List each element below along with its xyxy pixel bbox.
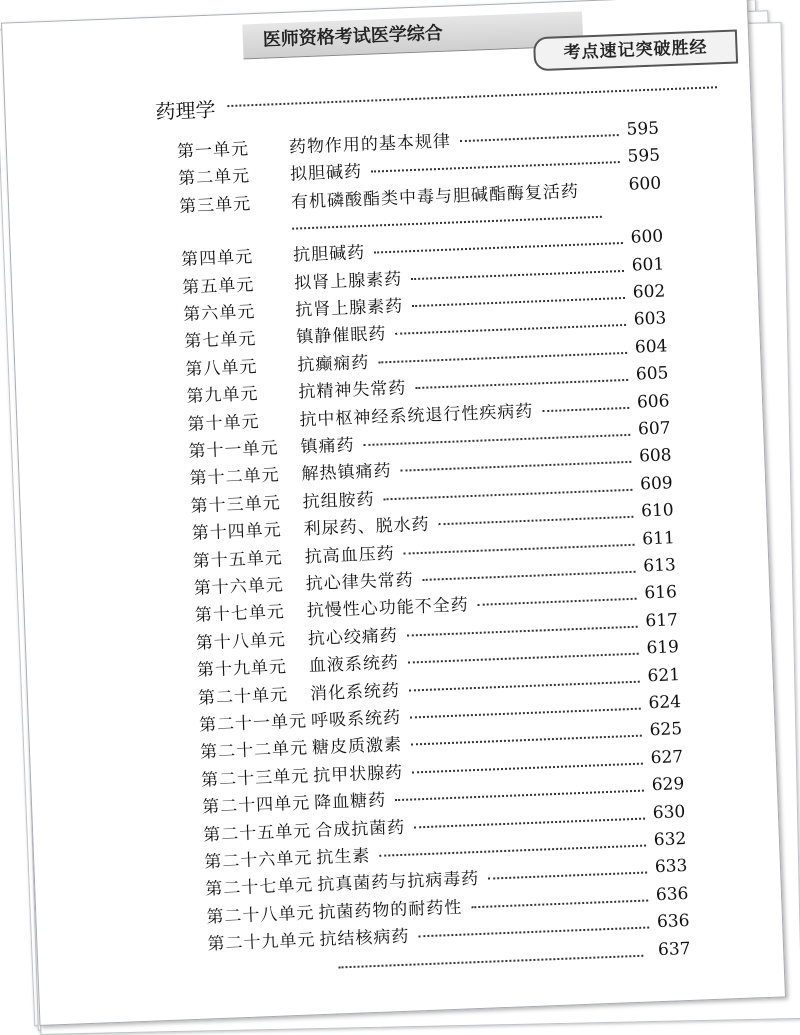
toc-page-number: 602: [632, 281, 666, 303]
toc-page-number: 610: [640, 500, 675, 522]
toc-entry-title: 抗菌药物的耐药性: [318, 897, 463, 923]
toc-unit-label: 第十六单元: [193, 575, 285, 599]
toc-entry-title: 利尿药、脱水药: [303, 514, 430, 540]
toc-page-number: 595: [627, 145, 661, 168]
toc-entry-title: 抗结核病药: [319, 926, 410, 951]
toc-leader-dots: [488, 872, 647, 880]
toc-page-number: 629: [651, 774, 685, 796]
toc-page-number: 636: [656, 911, 690, 933]
toc-page-number: 609: [639, 473, 674, 495]
section-leader-dots: [227, 86, 717, 107]
toc-leader-dots: [404, 543, 635, 554]
toc-entry-title: 抗生素: [315, 846, 371, 869]
toc-page-number: 630: [652, 801, 686, 823]
toc-page-number: 636: [655, 883, 689, 905]
toc-leader-dots: [395, 324, 626, 335]
toc-unit-label: 第二十九单元: [207, 930, 316, 955]
toc-leader-dots: [423, 571, 636, 581]
toc-entry-title: 合成抗菌药: [314, 817, 406, 841]
toc-leader-dots: [438, 516, 633, 525]
toc-entry-title: 抗心绞痛药: [307, 625, 399, 650]
toc-page-number: 605: [635, 363, 669, 385]
toc-leader-dots: [415, 379, 628, 389]
toc-unit-label: 第十一单元: [188, 438, 279, 462]
toc-page-number: 595: [626, 118, 660, 140]
toc-page-number: 632: [653, 829, 687, 851]
toc-page-number: 617: [645, 609, 679, 632]
toc-leader-dots: [383, 489, 632, 501]
toc-entry-title: 抗甲状腺药: [312, 762, 404, 787]
toc-page-number: 603: [633, 308, 667, 331]
toc-entry-title: 抗组胺药: [302, 489, 375, 513]
toc-page-number: 625: [649, 719, 683, 741]
series-label: 考点速记突破胜经: [533, 29, 738, 71]
toc-entry-title: 药物作用的基本规律: [288, 131, 452, 158]
toc-entry-title: 抗胆碱药: [292, 243, 366, 266]
toc-entry-title: 抗真菌药与抗病毒药: [316, 869, 480, 896]
toc-entry-title: 镇痛药: [300, 435, 355, 458]
toc-leader-dots: [412, 762, 643, 773]
toc-page-number: 601: [631, 254, 665, 276]
toc-unit-label: 第十八单元: [195, 630, 287, 654]
toc-leader-continuation: [292, 216, 602, 230]
toc-unit-label: 第二十八单元: [206, 903, 315, 928]
toc-leader-dots: [395, 790, 644, 802]
toc-entry-title: 抗癫痫药: [296, 352, 370, 376]
toc-leader-dots: [400, 461, 631, 472]
toc-page-number: 627: [650, 746, 684, 769]
toc-page-number: 600: [628, 173, 662, 195]
toc-entry-title: 降血糖药: [313, 790, 387, 814]
toc-entry-title: 血液系统药: [308, 653, 400, 677]
toc-unit-label: 第四单元: [180, 247, 254, 271]
toc-page-number: 633: [654, 856, 688, 878]
toc-entry-title: 抗精神失常药: [298, 378, 407, 403]
toc-leader-dots: [408, 653, 639, 664]
toc-page-number: 624: [648, 692, 682, 714]
section-title: 药理学: [155, 97, 216, 124]
toc-page-number: 616: [644, 582, 678, 604]
toc-leader-dots: [460, 134, 619, 142]
toc-unit-label: 第二十单元: [197, 684, 289, 709]
toc-entry-title: 拟肾上腺素药: [293, 269, 403, 294]
toc-unit-label: 第一单元: [176, 139, 250, 163]
toc-entry-title: 解热镇痛药: [301, 461, 392, 485]
toc-page-number: 600: [630, 226, 664, 248]
toc-leader-dots: [418, 927, 649, 938]
toc-unit-label: 第七单元: [184, 329, 257, 353]
toc-unit-label: 第十九单元: [196, 657, 288, 681]
toc-entry-title: 抗肾上腺素药: [294, 296, 404, 321]
toc-unit-label: 第五单元: [181, 274, 255, 298]
toc-page-number: 613: [642, 555, 677, 577]
toc-entry-title: 拟胆碱药: [289, 162, 363, 186]
book-title: 医师资格考试医学综合: [242, 11, 583, 59]
toc-leader-dots: [410, 708, 641, 719]
toc-unit-label: 第六单元: [182, 302, 256, 325]
toc-unit-label: 第八单元: [185, 356, 258, 380]
toc-leader-dots: [371, 161, 620, 173]
toc-unit-label: 第十四单元: [191, 520, 283, 544]
toc-leader-dots: [411, 735, 642, 746]
toc-leader-dots: [407, 626, 638, 637]
page-header: [242, 5, 749, 76]
toc-unit-label: 第十七单元: [194, 602, 286, 627]
toc-page-number: 604: [634, 336, 668, 358]
toc-unit-label: 第十三单元: [190, 493, 282, 517]
toc-page-number: 608: [638, 445, 672, 467]
toc-unit-label: 第二单元: [177, 166, 251, 190]
toc-leader-dots: [338, 954, 643, 968]
toc-unit-label: 第二十六单元: [204, 848, 313, 873]
toc-unit-label: 第十五单元: [192, 547, 284, 572]
toc-unit-label: 第二十二单元: [199, 738, 309, 763]
toc-page: [1, 0, 786, 1026]
toc-page-number: 606: [636, 390, 670, 413]
toc-page-number: 621: [647, 664, 681, 686]
toc-unit-label: 第三单元: [178, 194, 252, 217]
toc-entry-title: 抗慢性心功能不全药: [306, 595, 470, 622]
toc-leader-dots: [378, 352, 627, 364]
toc-unit-label: 第二十五单元: [202, 820, 312, 846]
toc-entry-title: 有机磷酸酯类中毒与胆碱酯酶复活药: [290, 181, 580, 213]
toc-entry-title: 抗中枢神经系统退行性疾病药: [299, 401, 534, 431]
toc-entry-title: 镇静催眠药: [295, 324, 387, 348]
toc-unit-label: 第二十七单元: [205, 875, 314, 900]
toc-leader-dots: [374, 242, 623, 254]
toc-unit-label: 第十二单元: [189, 465, 280, 490]
toc-unit-label: 第二十四单元: [201, 793, 311, 818]
toc-leader-dots: [542, 406, 629, 411]
toc-trailing-page-number: 637: [657, 938, 691, 960]
toc-page-number: 611: [641, 527, 676, 550]
toc-leader-dots: [414, 817, 645, 828]
toc-entry-title: 糖皮质激素: [311, 735, 403, 759]
toc-entry-title: 消化系统药: [309, 680, 401, 704]
toc-leader-dots: [379, 845, 646, 857]
toc-leader-dots: [411, 270, 624, 280]
toc-leader-dots: [412, 297, 625, 307]
toc-unit-label: 第二十三单元: [200, 766, 310, 791]
toc-entry-title: 抗高血压药: [304, 543, 396, 568]
toc-leader-dots: [409, 680, 640, 691]
toc-leader-dots: [471, 899, 648, 908]
toc-entry-title: 抗心律失常药: [305, 570, 415, 595]
toc-page-number: 619: [646, 637, 680, 659]
toc-unit-label: 第九单元: [186, 384, 259, 408]
toc-leader-dots: [478, 598, 637, 606]
toc-leader-dots: [363, 434, 630, 446]
toc-unit-label: 第二十一单元: [198, 711, 308, 736]
toc-entry-title: 呼吸系统药: [310, 707, 402, 732]
toc-unit-label: 第十单元: [187, 411, 260, 435]
toc-page-number: 607: [637, 418, 671, 440]
